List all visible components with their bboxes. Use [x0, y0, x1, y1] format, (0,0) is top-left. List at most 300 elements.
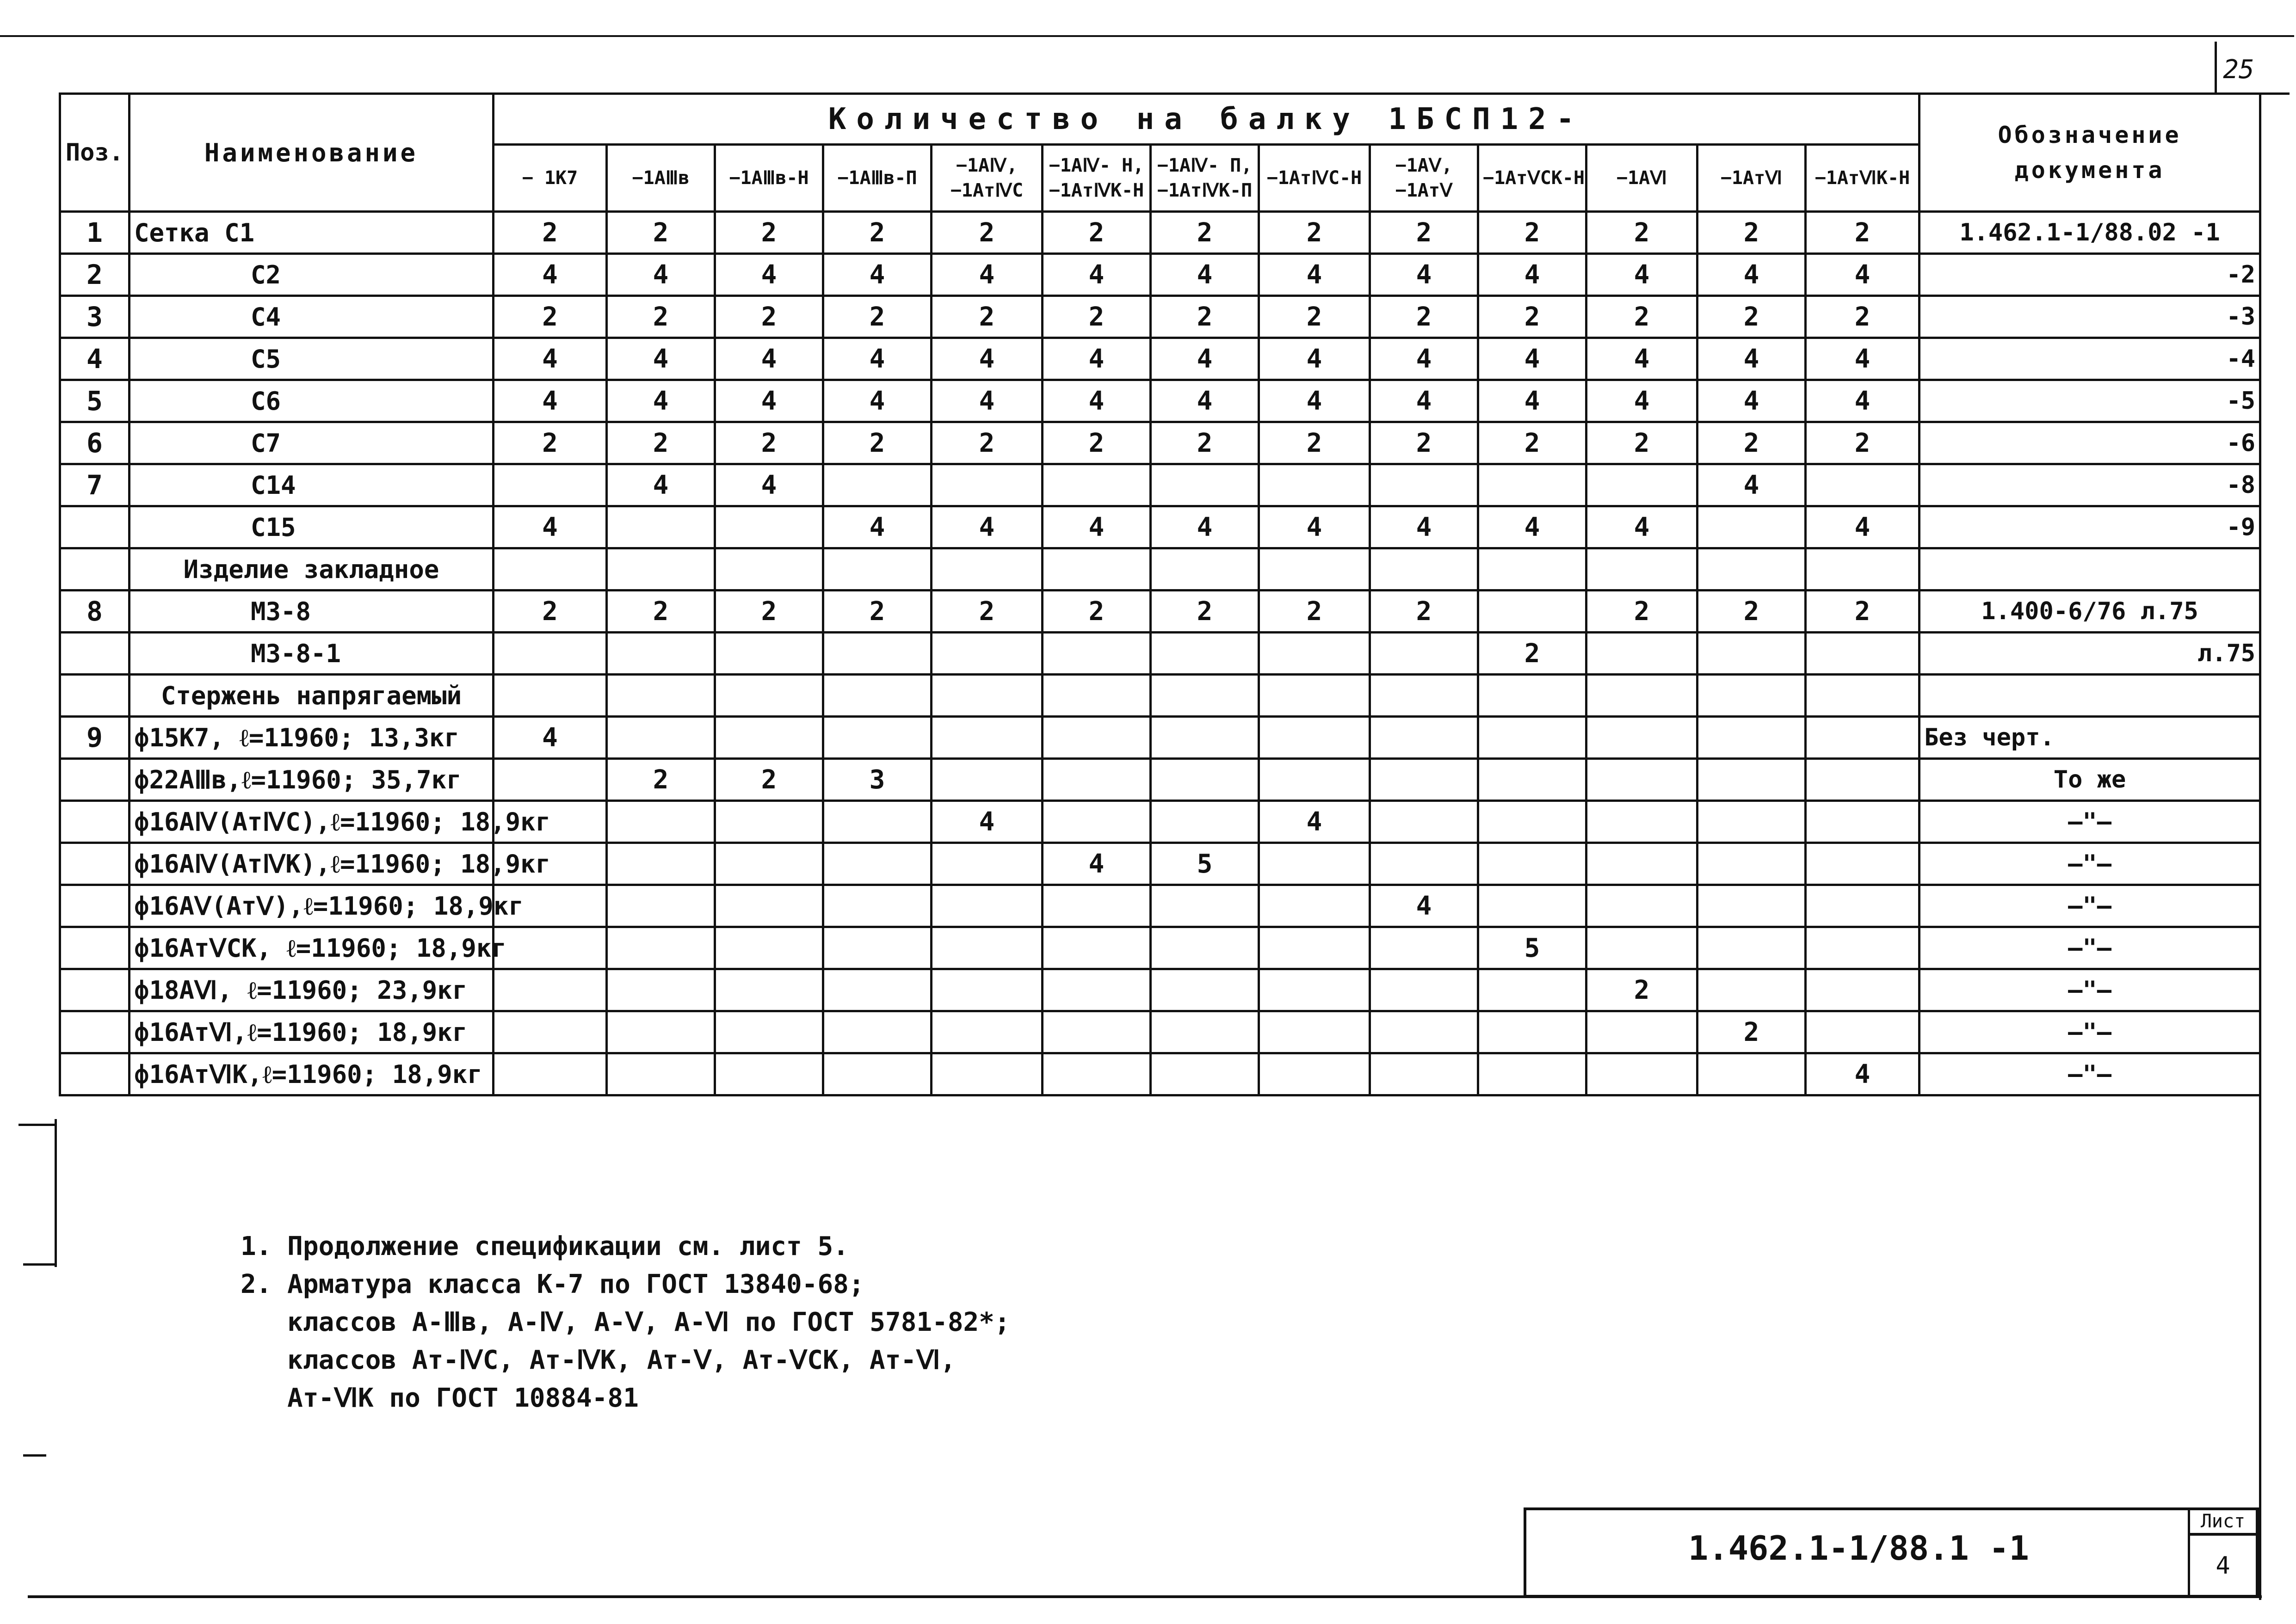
cell-quantity: 2	[1370, 591, 1478, 633]
cell-name: ф16АтⅥК,ℓ=11960; 18,9кг	[130, 1053, 494, 1095]
cell-document: —"—	[1920, 927, 2260, 969]
document-code: 1.462.1-1/88.1 -1	[1688, 1529, 2029, 1568]
cell-quantity	[1697, 801, 1806, 843]
cell-quantity: 4	[1478, 380, 1586, 422]
header-variant-line: −1АтⅣС	[950, 180, 1024, 201]
cell-quantity: 2	[1586, 591, 1697, 633]
cell-quantity	[1697, 927, 1806, 969]
cell-quantity	[1697, 717, 1806, 759]
cell-quantity	[607, 801, 715, 843]
cell-quantity	[823, 1053, 932, 1095]
cell-name: ф22АⅢв,ℓ=11960; 35,7кг	[130, 759, 494, 801]
cell-quantity: 4	[1259, 254, 1370, 296]
cell-quantity: 2	[932, 212, 1043, 254]
header-variant	[1806, 145, 1920, 212]
cell-quantity	[1478, 1011, 1586, 1053]
cell-quantity	[1697, 548, 1806, 591]
cell-quantity	[607, 675, 715, 717]
cell-quantity: 2	[1478, 422, 1586, 464]
cell-position: 3	[60, 296, 130, 338]
cell-quantity	[494, 969, 607, 1011]
cell-quantity	[1370, 843, 1478, 885]
cell-quantity: 4	[1151, 380, 1259, 422]
cell-quantity	[1586, 927, 1697, 969]
cell-document: -3	[1920, 296, 2260, 338]
cell-quantity	[494, 675, 607, 717]
cell-quantity: 2	[1151, 591, 1259, 633]
cell-quantity: 4	[823, 254, 932, 296]
cell-document: -9	[1920, 506, 2260, 548]
cell-quantity: 4	[715, 380, 823, 422]
top-rule-line	[0, 35, 2294, 37]
cell-quantity: 2	[1586, 969, 1697, 1011]
header-variant-line: −1АтⅣК-Н	[1049, 180, 1144, 201]
cell-quantity: 2	[607, 212, 715, 254]
cell-quantity: 4	[494, 254, 607, 296]
table-row	[60, 254, 2260, 296]
cell-quantity	[1806, 843, 1920, 885]
cell-quantity	[494, 927, 607, 969]
cell-document	[1920, 548, 2260, 591]
cell-quantity	[932, 843, 1043, 885]
cell-document: —"—	[1920, 801, 2260, 843]
cell-quantity	[1370, 675, 1478, 717]
cell-document: 1.400-6/76 л.75	[1920, 591, 2260, 633]
cell-quantity: 2	[1697, 296, 1806, 338]
cell-name: Стержень напрягаемый	[130, 675, 494, 717]
cell-quantity	[1697, 633, 1806, 675]
cell-quantity	[607, 548, 715, 591]
cell-quantity: 4	[1478, 506, 1586, 548]
cell-quantity: 4	[1370, 254, 1478, 296]
cell-quantity: 4	[1370, 338, 1478, 380]
header-variant	[1151, 145, 1259, 212]
cell-quantity	[1259, 927, 1370, 969]
cell-quantity: 4	[1586, 338, 1697, 380]
cell-quantity	[1259, 633, 1370, 675]
cell-quantity	[1370, 927, 1478, 969]
cell-quantity	[932, 633, 1043, 675]
header-variant	[932, 145, 1043, 212]
cell-document: —"—	[1920, 969, 2260, 1011]
cell-quantity: 4	[1151, 506, 1259, 548]
table-row	[60, 464, 2260, 506]
cell-position	[60, 801, 130, 843]
header-variant-line: −1АтⅣК-П	[1157, 180, 1253, 201]
cell-position: 9	[60, 717, 130, 759]
cell-quantity	[1586, 717, 1697, 759]
cell-quantity	[1586, 843, 1697, 885]
cell-quantity	[1586, 759, 1697, 801]
cell-quantity: 4	[494, 338, 607, 380]
cell-quantity	[932, 759, 1043, 801]
cell-quantity	[1259, 885, 1370, 927]
note-line: Ат-ⅥК по ГОСТ 10884-81	[241, 1383, 639, 1413]
cell-position	[60, 633, 130, 675]
header-variant-line: −1АⅢв-П	[837, 167, 917, 189]
cell-quantity	[1043, 969, 1151, 1011]
cell-quantity: 4	[1806, 380, 1920, 422]
header-variant	[494, 145, 607, 212]
cell-name: ф18АⅥ, ℓ=11960; 23,9кг	[130, 969, 494, 1011]
table-row	[60, 548, 2260, 591]
cell-quantity	[932, 927, 1043, 969]
cell-quantity	[1151, 1053, 1259, 1095]
table-row	[60, 801, 2260, 843]
cell-document: —"—	[1920, 1053, 2260, 1095]
cell-quantity: 4	[1697, 464, 1806, 506]
cell-name: С5	[130, 338, 494, 380]
cell-name: ф16АⅣ(АтⅣК),ℓ=11960; 18,9кг	[130, 843, 494, 885]
cell-quantity	[1806, 927, 1920, 969]
cell-position	[60, 1011, 130, 1053]
cell-quantity: 4	[1043, 254, 1151, 296]
cell-quantity	[823, 843, 932, 885]
cell-quantity	[823, 548, 932, 591]
cell-quantity	[1806, 885, 1920, 927]
cell-quantity	[715, 717, 823, 759]
cell-quantity	[1370, 1011, 1478, 1053]
cell-quantity: 2	[1806, 212, 1920, 254]
cell-quantity	[1259, 759, 1370, 801]
header-variant-line: −1АⅢв-Н	[729, 167, 809, 189]
cell-quantity	[715, 969, 823, 1011]
header-variant-line: −1АтⅣС-Н	[1266, 167, 1362, 189]
cell-quantity	[1806, 675, 1920, 717]
cell-quantity	[1259, 717, 1370, 759]
cell-quantity	[1806, 548, 1920, 591]
cell-quantity	[823, 464, 932, 506]
cell-quantity	[1259, 464, 1370, 506]
cell-position	[60, 885, 130, 927]
cell-quantity	[1259, 1011, 1370, 1053]
cell-quantity	[1806, 969, 1920, 1011]
cell-document: Без черт.	[1920, 717, 2260, 759]
cell-quantity: 2	[1043, 212, 1151, 254]
cell-quantity: 2	[715, 296, 823, 338]
cell-quantity: 4	[932, 506, 1043, 548]
cell-quantity	[823, 717, 932, 759]
cell-document: -4	[1920, 338, 2260, 380]
header-variant-line: −1АⅣ- Н,	[1049, 155, 1144, 176]
cell-name: С4	[130, 296, 494, 338]
cell-position: 4	[60, 338, 130, 380]
cell-quantity	[607, 843, 715, 885]
cell-name: МЗ-8	[130, 591, 494, 633]
header-variant-line: −1АⅣ- П,	[1157, 155, 1253, 176]
cell-quantity	[823, 969, 932, 1011]
cell-name: С2	[130, 254, 494, 296]
cell-quantity: 4	[823, 380, 932, 422]
cell-quantity	[1586, 801, 1697, 843]
table-row	[60, 633, 2260, 675]
left-tick-1	[19, 1124, 56, 1126]
cell-quantity: 2	[823, 422, 932, 464]
cell-quantity	[1043, 717, 1151, 759]
cell-quantity	[1151, 969, 1259, 1011]
cell-quantity: 4	[607, 464, 715, 506]
cell-quantity	[1151, 885, 1259, 927]
header-variant-line: −1АтⅥ	[1720, 167, 1783, 189]
cell-quantity	[1151, 1011, 1259, 1053]
cell-quantity: 4	[823, 338, 932, 380]
cell-quantity	[1478, 717, 1586, 759]
header-variant	[1043, 145, 1151, 212]
cell-quantity	[823, 1011, 932, 1053]
cell-quantity	[1370, 717, 1478, 759]
table-row	[60, 1053, 2260, 1095]
cell-quantity	[1151, 464, 1259, 506]
cell-quantity: 2	[494, 422, 607, 464]
cell-quantity: 2	[1586, 212, 1697, 254]
cell-quantity: 2	[1259, 296, 1370, 338]
cell-quantity: 4	[1478, 254, 1586, 296]
header-pos: Поз.	[60, 94, 130, 212]
cell-quantity	[1370, 1053, 1478, 1095]
cell-quantity: 2	[1043, 591, 1151, 633]
cell-name: ф16АтⅥ,ℓ=11960; 18,9кг	[130, 1011, 494, 1053]
table-row	[60, 591, 2260, 633]
cell-quantity	[932, 1011, 1043, 1053]
cell-document: 1.462.1-1/88.02 -1	[1920, 212, 2260, 254]
cell-quantity: 2	[1806, 422, 1920, 464]
cell-quantity: 2	[1586, 422, 1697, 464]
cell-quantity	[1151, 633, 1259, 675]
cell-quantity	[1697, 843, 1806, 885]
cell-quantity	[715, 1053, 823, 1095]
cell-quantity: 2	[1478, 212, 1586, 254]
cell-quantity: 4	[1697, 380, 1806, 422]
cell-quantity: 2	[823, 296, 932, 338]
cell-quantity	[607, 633, 715, 675]
cell-quantity	[1697, 675, 1806, 717]
cell-quantity: 2	[715, 591, 823, 633]
cell-quantity: 4	[932, 380, 1043, 422]
cell-quantity	[1370, 633, 1478, 675]
cell-quantity	[1586, 1011, 1697, 1053]
header-variant-line: −1АтⅥК-Н	[1815, 167, 1910, 189]
cell-quantity: 2	[494, 591, 607, 633]
cell-quantity	[932, 548, 1043, 591]
cell-quantity	[494, 1053, 607, 1095]
cell-quantity	[932, 717, 1043, 759]
cell-position	[60, 843, 130, 885]
cell-document: -8	[1920, 464, 2260, 506]
header-variant-line: −1АⅥ	[1616, 167, 1667, 189]
header-variant-line: − 1К7	[522, 167, 578, 189]
cell-position: 1	[60, 212, 130, 254]
cell-quantity	[1151, 717, 1259, 759]
cell-position	[60, 927, 130, 969]
cell-quantity	[715, 885, 823, 927]
cell-quantity: 2	[1370, 296, 1478, 338]
cell-quantity: 4	[494, 380, 607, 422]
cell-quantity	[1478, 969, 1586, 1011]
cell-quantity	[715, 927, 823, 969]
cell-quantity: 4	[607, 380, 715, 422]
cell-name: С15	[130, 506, 494, 548]
cell-position	[60, 548, 130, 591]
cell-name: С7	[130, 422, 494, 464]
cell-quantity	[1259, 969, 1370, 1011]
cell-quantity: 4	[1370, 885, 1478, 927]
cell-quantity: 2	[715, 422, 823, 464]
cell-quantity: 4	[1043, 506, 1151, 548]
cell-quantity: 5	[1478, 927, 1586, 969]
cell-quantity	[1151, 675, 1259, 717]
cell-quantity: 2	[607, 591, 715, 633]
cell-quantity: 2	[1259, 212, 1370, 254]
cell-name: МЗ-8-1	[130, 633, 494, 675]
table-row	[60, 927, 2260, 969]
specification-table	[59, 92, 2261, 1096]
cell-name: ф16АⅤ(АтⅤ),ℓ=11960; 18,9кг	[130, 885, 494, 927]
table-row	[60, 759, 2260, 801]
cell-quantity	[494, 759, 607, 801]
cell-quantity	[1043, 548, 1151, 591]
cell-quantity	[932, 969, 1043, 1011]
header-variant-line: −1АтⅤСК-Н	[1483, 167, 1585, 189]
cell-name: ф15К7, ℓ=11960; 13,3кг	[130, 717, 494, 759]
cell-quantity	[1043, 675, 1151, 717]
cell-quantity	[1043, 801, 1151, 843]
cell-position	[60, 1053, 130, 1095]
cell-quantity	[1478, 464, 1586, 506]
cell-quantity: 4	[1697, 338, 1806, 380]
cell-quantity	[1151, 801, 1259, 843]
cell-quantity: 4	[715, 464, 823, 506]
cell-quantity: 2	[494, 212, 607, 254]
cell-quantity	[607, 1053, 715, 1095]
table-row	[60, 296, 2260, 338]
cell-quantity: 2	[1151, 422, 1259, 464]
table-row	[60, 969, 2260, 1011]
cell-quantity: 2	[1697, 422, 1806, 464]
header-document-line: документа	[2014, 157, 2165, 184]
note-line: 1. Продолжение спецификации см. лист 5.	[241, 1231, 849, 1261]
cell-quantity	[1806, 1011, 1920, 1053]
cell-quantity	[494, 1011, 607, 1053]
cell-quantity	[715, 675, 823, 717]
cell-quantity: 2	[1259, 591, 1370, 633]
cell-quantity: 4	[494, 506, 607, 548]
cell-quantity: 2	[1043, 422, 1151, 464]
cell-document: —"—	[1920, 1011, 2260, 1053]
cell-quantity	[1586, 1053, 1697, 1095]
header-variant	[607, 145, 715, 212]
header-variant-line: −1АтⅤ	[1395, 180, 1453, 201]
cell-document: —"—	[1920, 885, 2260, 927]
cell-quantity	[1043, 885, 1151, 927]
cell-quantity: 2	[494, 296, 607, 338]
cell-quantity	[1043, 633, 1151, 675]
cell-quantity	[494, 548, 607, 591]
cell-quantity	[1370, 464, 1478, 506]
header-variant-line: −1АⅢв	[632, 167, 690, 189]
cell-quantity	[1586, 885, 1697, 927]
cell-name: ф16АⅣ(АтⅣС),ℓ=11960; 18,9кг	[130, 801, 494, 843]
header-variant-line: −1АⅤ,	[1395, 155, 1453, 176]
cell-document: -2	[1920, 254, 2260, 296]
cell-quantity	[1478, 885, 1586, 927]
cell-quantity: 2	[1697, 1011, 1806, 1053]
header-variant	[1370, 145, 1478, 212]
table-row	[60, 885, 2260, 927]
cell-quantity	[1370, 548, 1478, 591]
sheet-number: 25	[2223, 54, 2254, 85]
cell-quantity	[1806, 464, 1920, 506]
header-variant-line: −1АⅣ,	[956, 155, 1018, 176]
cell-quantity	[932, 675, 1043, 717]
note-line: 2. Арматура класса К-7 по ГОСТ 13840-68;	[241, 1269, 864, 1299]
cell-position: 8	[60, 591, 130, 633]
cell-document	[1920, 675, 2260, 717]
cell-quantity: 4	[1806, 338, 1920, 380]
cell-quantity: 4	[1806, 254, 1920, 296]
cell-quantity	[823, 675, 932, 717]
cell-quantity: 4	[607, 338, 715, 380]
cell-position	[60, 759, 130, 801]
cell-quantity: 4	[1259, 801, 1370, 843]
cell-quantity: 4	[823, 506, 932, 548]
cell-quantity: 2	[1806, 591, 1920, 633]
table-row	[60, 843, 2260, 885]
cell-name: С6	[130, 380, 494, 422]
table-row	[60, 675, 2260, 717]
cell-quantity	[823, 885, 932, 927]
cell-quantity	[1259, 1053, 1370, 1095]
cell-quantity: 2	[1151, 212, 1259, 254]
cell-quantity: 4	[1043, 380, 1151, 422]
cell-quantity: 4	[1586, 254, 1697, 296]
sheet-label: Лист	[2188, 1507, 2258, 1535]
left-tick-2	[23, 1263, 56, 1266]
cell-quantity	[607, 969, 715, 1011]
cell-quantity: 2	[715, 759, 823, 801]
header-name: Наименование	[130, 94, 494, 212]
cell-quantity: 4	[1370, 506, 1478, 548]
cell-quantity	[1259, 548, 1370, 591]
cell-position	[60, 675, 130, 717]
sheet-page-number: 4	[2188, 1533, 2258, 1598]
cell-quantity	[1586, 675, 1697, 717]
cell-quantity	[1806, 633, 1920, 675]
cell-quantity	[1586, 548, 1697, 591]
cell-quantity	[607, 927, 715, 969]
cell-quantity: 2	[1697, 212, 1806, 254]
header-variant	[823, 145, 932, 212]
cell-quantity: 2	[607, 422, 715, 464]
cell-quantity	[607, 506, 715, 548]
header-quantity: Количество на балку 1БСП12-	[494, 94, 1920, 145]
cell-document: -6	[1920, 422, 2260, 464]
note-line: классов А-Ⅲв, А-Ⅳ, А-Ⅴ, А-Ⅵ по ГОСТ 5781-82*;	[241, 1307, 1010, 1337]
cell-quantity: 2	[1586, 296, 1697, 338]
left-margin-line	[55, 1119, 57, 1267]
cell-quantity: 2	[715, 212, 823, 254]
cell-position: 6	[60, 422, 130, 464]
cell-quantity	[1043, 927, 1151, 969]
cell-position: 5	[60, 380, 130, 422]
cell-quantity	[823, 801, 932, 843]
cell-position: 2	[60, 254, 130, 296]
table-row	[60, 506, 2260, 548]
cell-quantity: 2	[607, 759, 715, 801]
cell-quantity: 2	[607, 296, 715, 338]
cell-quantity	[1697, 759, 1806, 801]
cell-quantity	[715, 1011, 823, 1053]
cell-quantity	[1259, 843, 1370, 885]
